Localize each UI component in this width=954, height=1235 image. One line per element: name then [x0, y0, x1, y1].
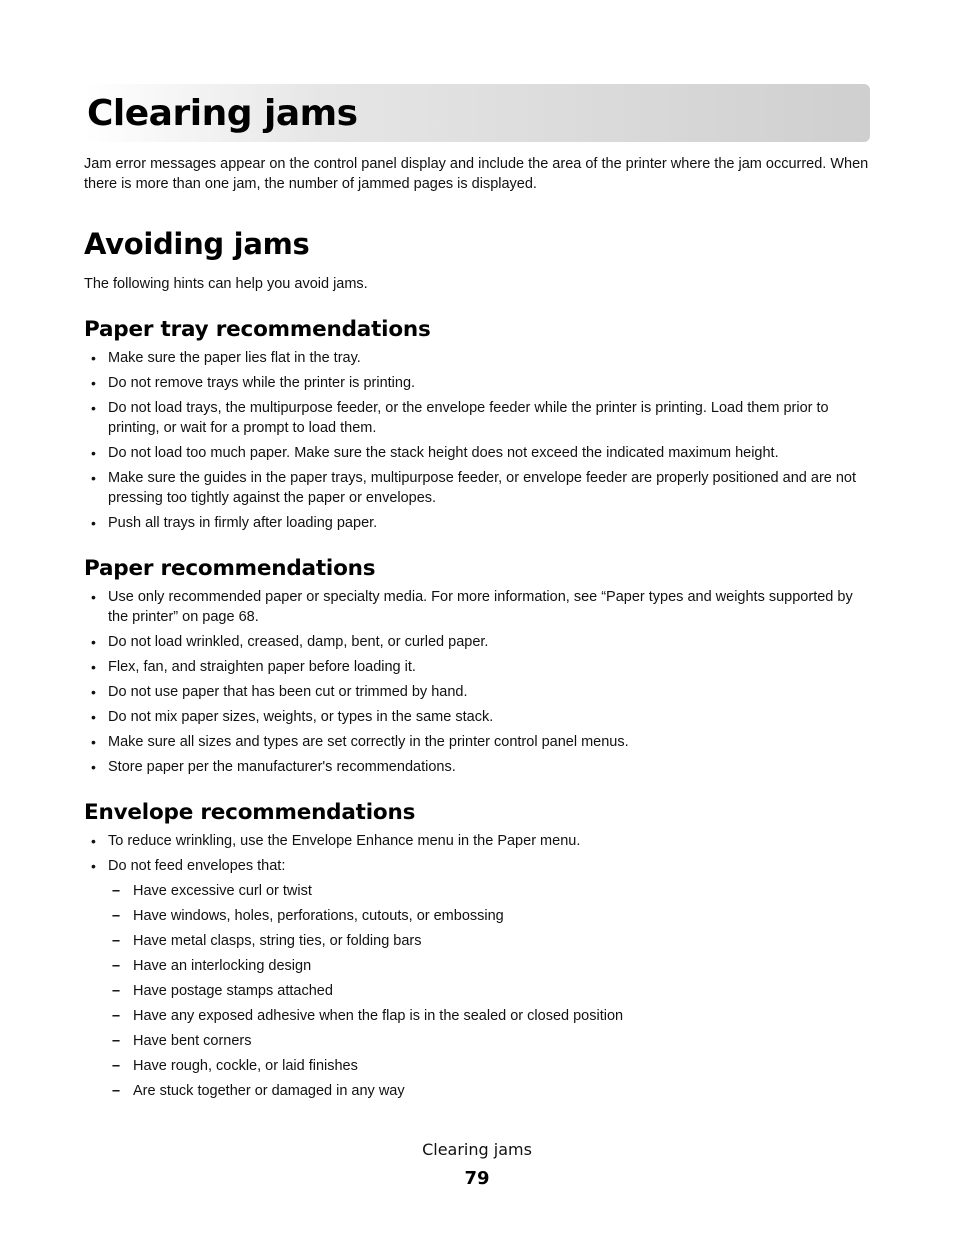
bullet-icon: •	[91, 350, 96, 366]
bullet-icon: •	[91, 634, 96, 650]
chapter-intro: Jam error messages appear on the control panel display and include the area of the printer where the jam occurred. When there is more than one jam, the number of jammed pages is displayed.	[84, 156, 869, 192]
paper-list	[84, 587, 870, 777]
dash-icon: –	[112, 1083, 121, 1099]
dash-icon: –	[112, 958, 121, 974]
sublist-item: – Are stuck together or damaged in any way	[112, 1083, 405, 1099]
bullet-icon: •	[91, 659, 96, 675]
sublist-item: – Have windows, holes, perforations, cutouts, or embossing	[112, 908, 504, 924]
bullet-icon: •	[91, 858, 96, 874]
chapter-title-bar	[84, 84, 870, 142]
section-intro: The following hints can help you avoid jams.	[84, 276, 368, 292]
footer-section-title: Clearing jams	[422, 1140, 532, 1159]
bullet-icon: •	[91, 759, 96, 775]
bullet-icon: •	[91, 445, 96, 461]
page-number: 79	[464, 1168, 490, 1189]
envelope-list	[84, 831, 870, 1101]
list-item: • To reduce wrinkling, use the Envelope Enhance menu in the Paper menu.	[91, 833, 581, 849]
subsection-heading-envelope: Envelope recommendations	[84, 800, 416, 825]
list-item: • Push all trays in firmly after loading paper.	[91, 515, 378, 531]
list-item: • Make sure the paper lies flat in the tray.	[91, 350, 361, 366]
list-item: • Store paper per the manufacturer's recommendations.	[91, 759, 456, 775]
list-item: • Do not load too much paper. Make sure the stack height does not exceed the indicated maximum height.	[91, 445, 779, 461]
bullet-icon: •	[91, 375, 96, 391]
envelope-sublist	[108, 881, 870, 1101]
sublist-item: – Have rough, cockle, or laid finishes	[112, 1058, 358, 1074]
page-footer	[0, 1140, 954, 1190]
list-item: • Make sure all sizes and types are set correctly in the printer control panel menus.	[91, 734, 629, 750]
list-item: • Do not use paper that has been cut or trimmed by hand.	[91, 684, 468, 700]
bullet-icon: •	[91, 734, 96, 750]
dash-icon: –	[112, 1033, 121, 1049]
list-item: • Do not mix paper sizes, weights, or types in the same stack.	[91, 709, 494, 725]
dash-icon: –	[112, 908, 121, 924]
bullet-icon: •	[91, 400, 96, 416]
bullet-icon: •	[91, 709, 96, 725]
sublist-item: – Have bent corners	[112, 1033, 252, 1049]
list-item: • Flex, fan, and straighten paper before loading it.	[91, 659, 416, 675]
bullet-icon: •	[91, 515, 96, 531]
page-content	[84, 84, 870, 1106]
bullet-icon: •	[91, 470, 96, 486]
subsection-heading-paper-tray: Paper tray recommendations	[84, 317, 431, 342]
dash-icon: –	[112, 883, 121, 899]
section-heading-avoiding-jams: Avoiding jams	[84, 227, 310, 261]
dash-icon: –	[112, 933, 121, 949]
dash-icon: –	[112, 1008, 121, 1024]
bullet-icon: •	[91, 833, 96, 849]
list-item: • Use only recommended paper or specialty media. For more information, see “Paper types and weights supported by the printer” on page 68.	[91, 589, 853, 625]
bullet-icon: •	[91, 589, 96, 605]
list-item: • Do not feed envelopes that: – Have excessive curl or twist – Have windows, holes, perforations, cutouts, or embossing – Have metal clasps, string ties, or folding bars – Have an interlocking design – Have postage stamps attached – Have any exposed adhesive when the flap is in the sealed or closed position – Have bent corners – Have rough, cockle, or laid finishes – Are stuck together or damaged in any way	[84, 856, 870, 1101]
sublist-item: – Have excessive curl or twist	[112, 883, 312, 899]
sublist-item: – Have any exposed adhesive when the flap is in the sealed or closed position	[112, 1008, 624, 1024]
sublist-item: – Have postage stamps attached	[112, 983, 333, 999]
bullet-icon: •	[91, 684, 96, 700]
dash-icon: –	[112, 1058, 121, 1074]
list-item: • Do not remove trays while the printer is printing.	[91, 375, 416, 391]
chapter-title: Clearing jams	[87, 92, 358, 134]
list-item: • Make sure the guides in the paper trays, multipurpose feeder, or envelope feeder are properly positioned and are not pressing too tightly against the paper or envelopes.	[91, 470, 857, 506]
subsection-heading-paper: Paper recommendations	[84, 556, 376, 581]
dash-icon: –	[112, 983, 121, 999]
list-item: • Do not load wrinkled, creased, damp, bent, or curled paper.	[91, 634, 489, 650]
paper-tray-list	[84, 348, 870, 533]
sublist-item: – Have an interlocking design	[112, 958, 312, 974]
sublist-item: – Have metal clasps, string ties, or folding bars	[112, 933, 422, 949]
list-item: • Do not load trays, the multipurpose feeder, or the envelope feeder while the printer is printing. Load them prior to printing, or wait for a prompt to load them.	[91, 400, 829, 436]
